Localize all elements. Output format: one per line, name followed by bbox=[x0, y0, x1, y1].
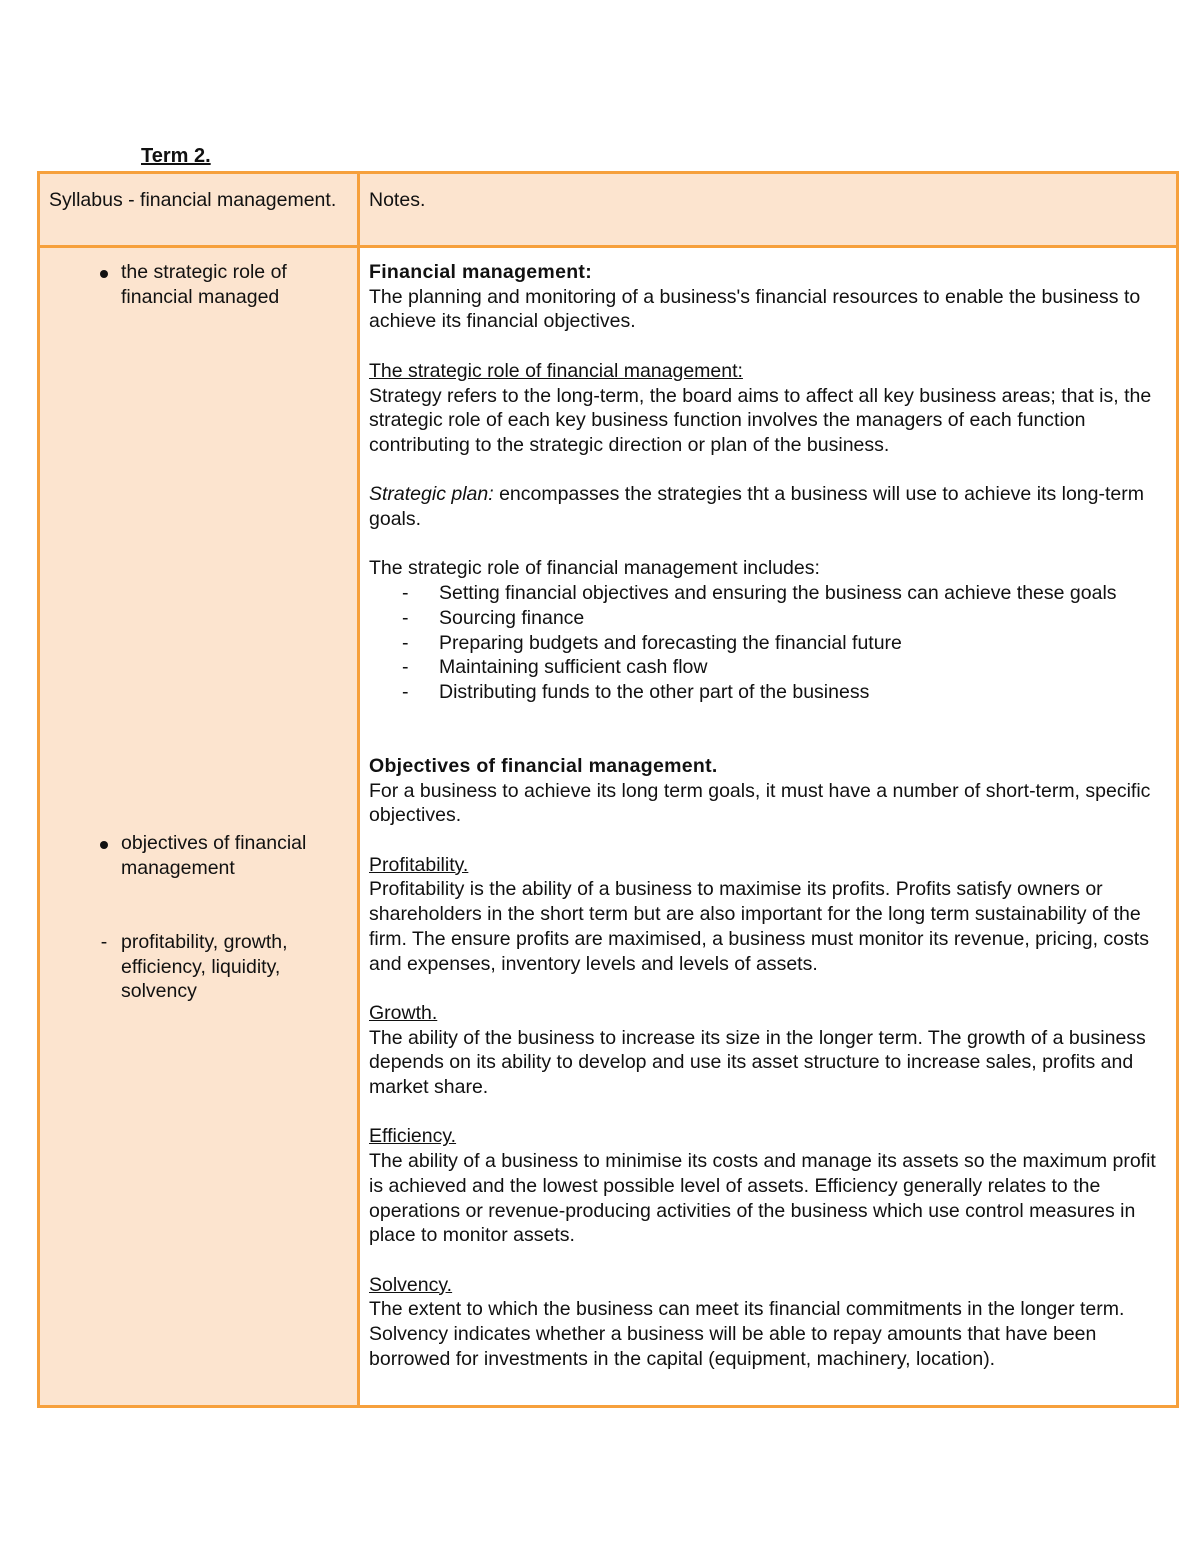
dash-marker: - bbox=[100, 930, 108, 953]
strategic-heading: The strategic role of financial management: bbox=[369, 359, 743, 382]
solvency-heading: Solvency. bbox=[369, 1273, 453, 1296]
table-header-row bbox=[39, 173, 1178, 247]
syllabus-cell bbox=[39, 247, 359, 1407]
syllabus-list-2 bbox=[49, 831, 348, 880]
efficiency-text: The ability of a business to minimise its costs and manage its assets so the maximum profit is achieved and the lowest possible level of assets. Efficiency generally relates to the operations or revenue-producing activities of the business which use control measures in place to monitor assets. bbox=[369, 1150, 1156, 1247]
syllabus-item-objectives bbox=[49, 831, 348, 880]
notes-table bbox=[37, 171, 1179, 1408]
bullet-icon bbox=[94, 260, 114, 285]
strategic-plan-label: Strategic plan: bbox=[369, 483, 494, 506]
list-item: - Sourcing finance bbox=[402, 606, 585, 629]
strategic-plan-paragraph bbox=[369, 482, 1167, 531]
objectives-heading: Objectives of financial management. bbox=[369, 754, 718, 777]
syllabus-item-text: profitability, growth, efficiency, liquidity, solvency bbox=[121, 930, 288, 1003]
bullet-icon bbox=[94, 831, 114, 856]
includes-list bbox=[369, 581, 1167, 705]
list-item: - Setting financial objectives and ensuring the business can achieve these goals bbox=[402, 582, 1117, 605]
includes-intro: The strategic role of financial management includes: bbox=[369, 557, 820, 580]
term-title: Term 2. bbox=[141, 145, 211, 167]
syllabus-item-objective-types bbox=[49, 930, 348, 1004]
syllabus-item-text: objectives of financial management bbox=[121, 832, 307, 880]
syllabus-item-text: the strategic role of financial managed bbox=[121, 261, 287, 308]
strategic-plan-text: encompasses the strategies tht a business will use to achieve its long-term goals. bbox=[369, 483, 1144, 530]
syllabus-list-3 bbox=[49, 930, 348, 1004]
list-item: - Distributing funds to the other part of the business bbox=[402, 680, 870, 703]
profitability-heading: Profitability. bbox=[369, 853, 469, 876]
list-item: - Maintaining sufficient cash flow bbox=[402, 656, 708, 679]
objectives-text: For a business to achieve its long term goals, it must have a number of short-term, specific objectives. bbox=[369, 779, 1151, 827]
table-body-row bbox=[39, 247, 1178, 1407]
fm-heading: Financial management: bbox=[369, 261, 593, 283]
list-item: - Preparing budgets and forecasting the financial future bbox=[402, 631, 902, 654]
syllabus-list bbox=[49, 260, 348, 309]
notes-cell bbox=[359, 247, 1178, 1407]
profitability-text: Profitability is the ability of a business to maximise its profits. Profits satisfy owners or shareholders in the short term but are also important for the long term sustainability of the firm. The ensure profits are maximised, a business must monitor its revenue, pricing, costs and expenses, inventory levels and levels of assets. bbox=[369, 878, 1149, 975]
notes-header-cell: Notes. bbox=[359, 173, 1178, 247]
syllabus-item-strategic-role bbox=[49, 260, 348, 309]
syllabus-header-cell: Syllabus - financial management. bbox=[39, 173, 359, 247]
efficiency-heading: Efficiency. bbox=[369, 1125, 457, 1148]
strategic-text: Strategy refers to the long-term, the board aims to affect all key business areas; that is, the strategic role of each key business function involves the managers of each function contributing to the strategic direction or plan of the business. bbox=[369, 384, 1152, 456]
solvency-text: The extent to which the business can meet its financial commitments in the longer term. Solvency indicates whether a business will be able to repay amounts that have been borrowed for investments in the capital (equipment, machinery, location). bbox=[369, 1298, 1125, 1370]
fm-definition: The planning and monitoring of a business's financial resources to enable the business to achieve its financial objectives. bbox=[369, 285, 1141, 333]
growth-text: The ability of the business to increase its size in the longer term. The growth of a business depends on its ability to develop and use its asset structure to increase sales, profits and market share. bbox=[369, 1026, 1146, 1099]
growth-heading: Growth. bbox=[369, 1001, 438, 1024]
